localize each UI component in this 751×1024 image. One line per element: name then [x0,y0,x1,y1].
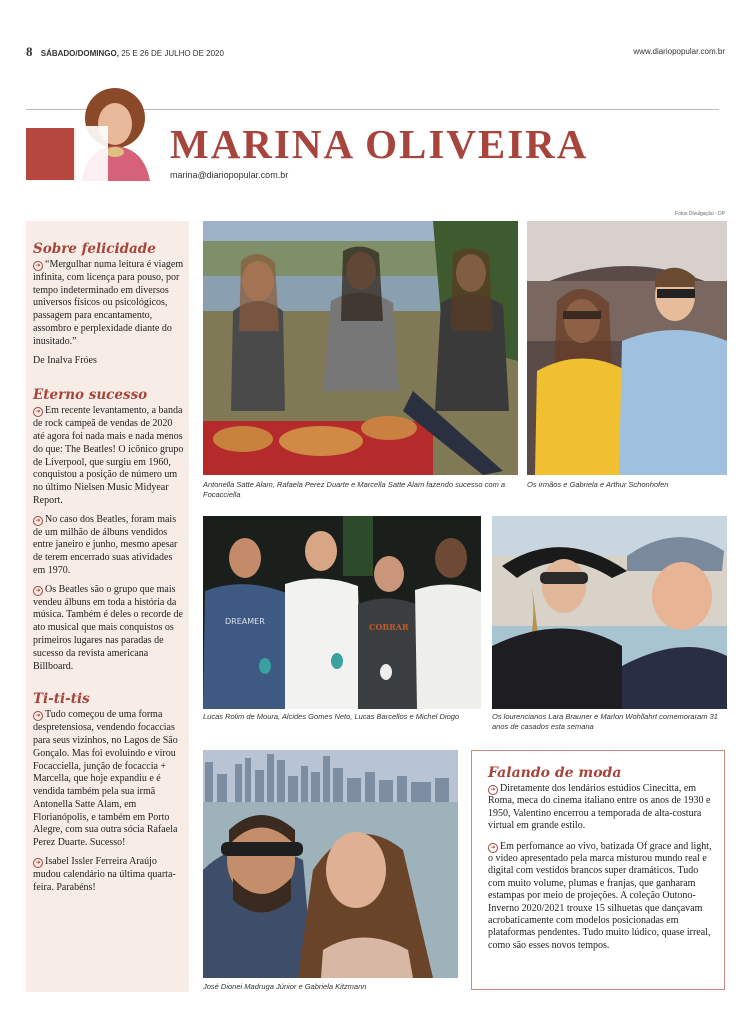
paragraph: ➜ Em recente levantamento, a banda de rock campeã de vendas de 2020 até agora foi nada mais e nada menos do que: The Beatles! O icônico grupo de Liverpool, que surgiu em 1960, conquistou a posição de número um no último Nielsen Music Midyear Report. [33,405,184,506]
page-header [26,44,224,60]
paragraph: ➜ Tudo começou de uma forma despretensiosa, vendendo focaccias para seus vizinhos, no Lagos de São Gonçalo. Mas foi evoluindo e virou Focacciella, junção de focaccia + Marcella, que hoje expandiu e é vendida também pela sua irmã Antonella Satte Alam, em Florianópolis, e também em Porto Alegre, com sua outra sócia Rafaela Perez Duarte. Sucesso! [33,709,178,849]
arrow-icon: ➜ [33,261,43,271]
section-title: Falando de moda [488,765,622,781]
arrow-icon: ➜ [33,407,43,417]
arrow-icon: ➜ [33,711,43,721]
photo-credit: Fotos Divulgação - DP [674,211,725,217]
signature: De Inalva Fróes [33,354,97,366]
photo-focacciella [203,221,518,475]
photo-couple-selfie [492,516,727,709]
section-title: Sobre felicidade [33,241,156,257]
section-title: Eterno sucesso [33,387,148,404]
caption-couple-selfie: Os lourencianos Lara Brauner e Marlon Wohllahrt comemoraram 31 anos de casados esta semana [492,712,718,731]
shirt-text-dreamer: DREAMER [225,617,265,626]
arrow-icon: ➜ [33,858,43,868]
photo-schonhofen [527,221,727,475]
column-email[interactable]: marina@diariopopular.com.br [170,170,289,180]
sidebar [26,221,189,992]
site-link[interactable]: www.diariopopular.com.br [633,47,725,56]
shirt-text-cobrar: COBRAR [369,622,409,632]
section-eterno-sucesso [33,387,185,673]
paragraph: ➜ Isabel Issler Ferreira Araújo mudou calendário na última quarta-feira. Parabéns! [33,856,176,893]
photo-skyline-couple [203,750,458,978]
arrow-icon: ➜ [33,516,43,526]
caption-schonhofen: Os irmãos e Gabriela e Arthur Schonhofen [527,480,669,489]
section-ti-ti-tis [33,691,185,894]
header-day: SÁBADO/DOMINGO, [40,49,119,58]
columnist-portrait [74,86,156,181]
column-title: MARINA OLIVEIRA [170,121,589,167]
caption-four-men: Lucas Rolim de Moura, Alcides Gomes Neto, Lucas Barcellos e Michel Diogo [203,712,460,721]
arrow-icon: ➜ [488,843,498,853]
arrow-icon: ➜ [33,586,43,596]
arrow-icon: ➜ [488,785,498,795]
page-number: 8 [26,44,33,59]
paragraph: ➜ Os Beatles são o grupo que mais vendeu álbuns em toda a história da música. Também é deles o recorde de ato musical que mais conquistos os primeiros lugares nas paradas de sucesso da revista americana Billboard. [33,583,183,672]
paragraph: ➜ No caso dos Beatles, foram mais de um milhão de álbuns vendidos entre janeiro e junho, mesmo apesar de terem encerrado suas atividades em 1970. [33,513,178,576]
header-date: 25 E 26 DE JULHO DE 2020 [121,49,224,58]
fashion-box [471,750,725,990]
section-title: Ti-ti-tis [33,691,90,708]
paragraph: ➜ Em perfomance ao vivo, batizada Of grace and light, o vídeo apresentado pela marca misturou mundo real e digital com vestidos brancos super dramáticos. Tudo com muito volume, plumas e franjas, que ganharam estampas por meio de projeções. A coleção Outono-Inverno 2020/2021 trouxe 15 silhuetas que dançavam acrobaticamente com modelos posicionadas em plataformas pendentes. Tudo muito lúdico, quase irreal, como são esses novos tempos. [488,840,712,951]
caption-skyline-couple: José Dionei Madruga Júnior e Gabriela Kitzmann [203,982,367,991]
column-accent-block [26,128,76,180]
caption-focacciella: Antonella Satte Alam, Rafaela Perez Duarte e Marcella Satte Alam fazendo sucesso com a Focacciella [203,480,506,499]
paragraph: ➜ Diretamente dos lendários estúdios Cinecitta, em Roma, meca do cinema italiano entre os anos de 1930 e 1950, Valentino encerrou a temporada de alta-costura virtual em grande estilo. [488,783,711,832]
section-sobre-felicidade [33,241,185,367]
paragraph: ➜ “Mergulhar numa leitura é viagem infinita, com licença para pouso, por tempo indeterminado em diversos universos físicos ou psicológicos, passagem para encantamento, assombro e perplexidade diante do inusitado.” [33,259,184,347]
photo-four-men [203,516,481,709]
